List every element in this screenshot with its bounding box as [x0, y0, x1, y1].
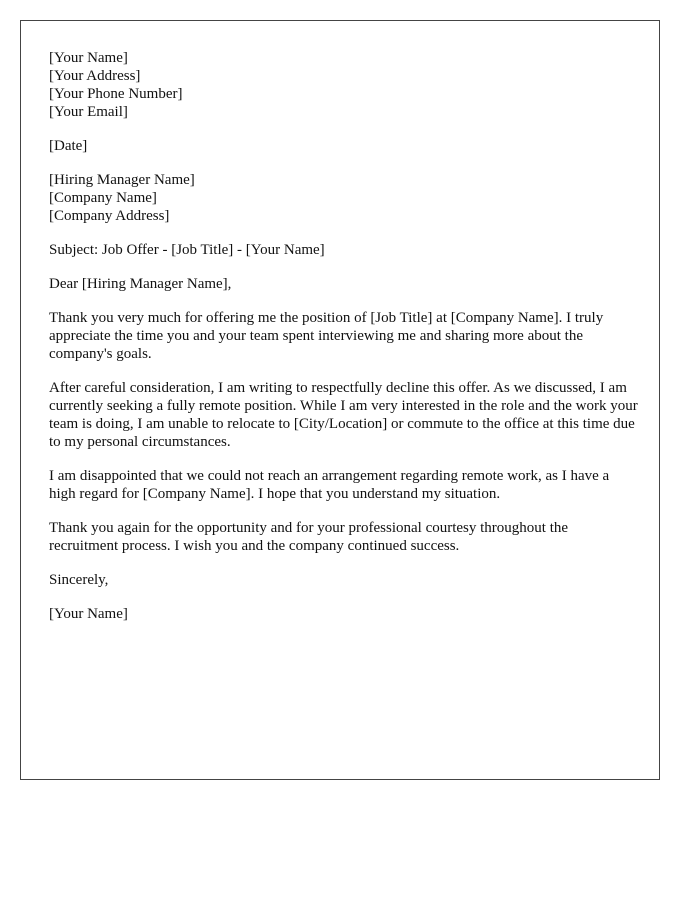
recipient-manager: [Hiring Manager Name]: [49, 172, 195, 188]
paragraph-closing-thanks: Thank you again for the opportunity and for your professional courtesy throughout the recruitment process. I wish you and the company continued success.: [49, 520, 569, 554]
subject-line: Subject: Job Offer - [Job Title] - [Your Name]: [49, 242, 325, 258]
sender-block: [49, 49, 639, 121]
salutation: Dear [Hiring Manager Name],: [49, 276, 232, 292]
sender-email: [Your Email]: [49, 104, 128, 120]
signature: [Your Name]: [49, 606, 128, 622]
sender-address: [Your Address]: [49, 68, 141, 84]
paragraph-disappointment: I am disappointed that we could not reach an arrangement regarding remote work, as I have a high regard for [Company Name]. I hope that you understand my situation.: [49, 468, 610, 502]
letter-body: [49, 49, 639, 639]
paragraph-decline: After careful consideration, I am writing to respectfully decline this offer. As we discussed, I am currently seeking a fully remote position. While I am very interested in the role and the work your team is doing, I am unable to relocate to [City/Location] or commute to the office at this time due to my personal circumstances.: [49, 380, 638, 450]
subject-block: [49, 241, 639, 259]
closing: Sincerely,: [49, 572, 109, 588]
letter-date: [Date]: [49, 138, 88, 154]
salutation-block: [49, 275, 639, 293]
sender-phone: [Your Phone Number]: [49, 86, 183, 102]
date-block: [49, 137, 639, 155]
sender-name: [Your Name]: [49, 50, 128, 66]
closing-block: [49, 571, 639, 589]
recipient-block: [49, 171, 639, 225]
signature-block: [49, 605, 639, 623]
paragraph-thanks: Thank you very much for offering me the position of [Job Title] at [Company Name]. I truly appreciate the time you and your team spent interviewing me and sharing more about the company's goals.: [49, 310, 604, 362]
recipient-company: [Company Name]: [49, 190, 157, 206]
recipient-address: [Company Address]: [49, 208, 170, 224]
letter-page: [20, 20, 660, 780]
